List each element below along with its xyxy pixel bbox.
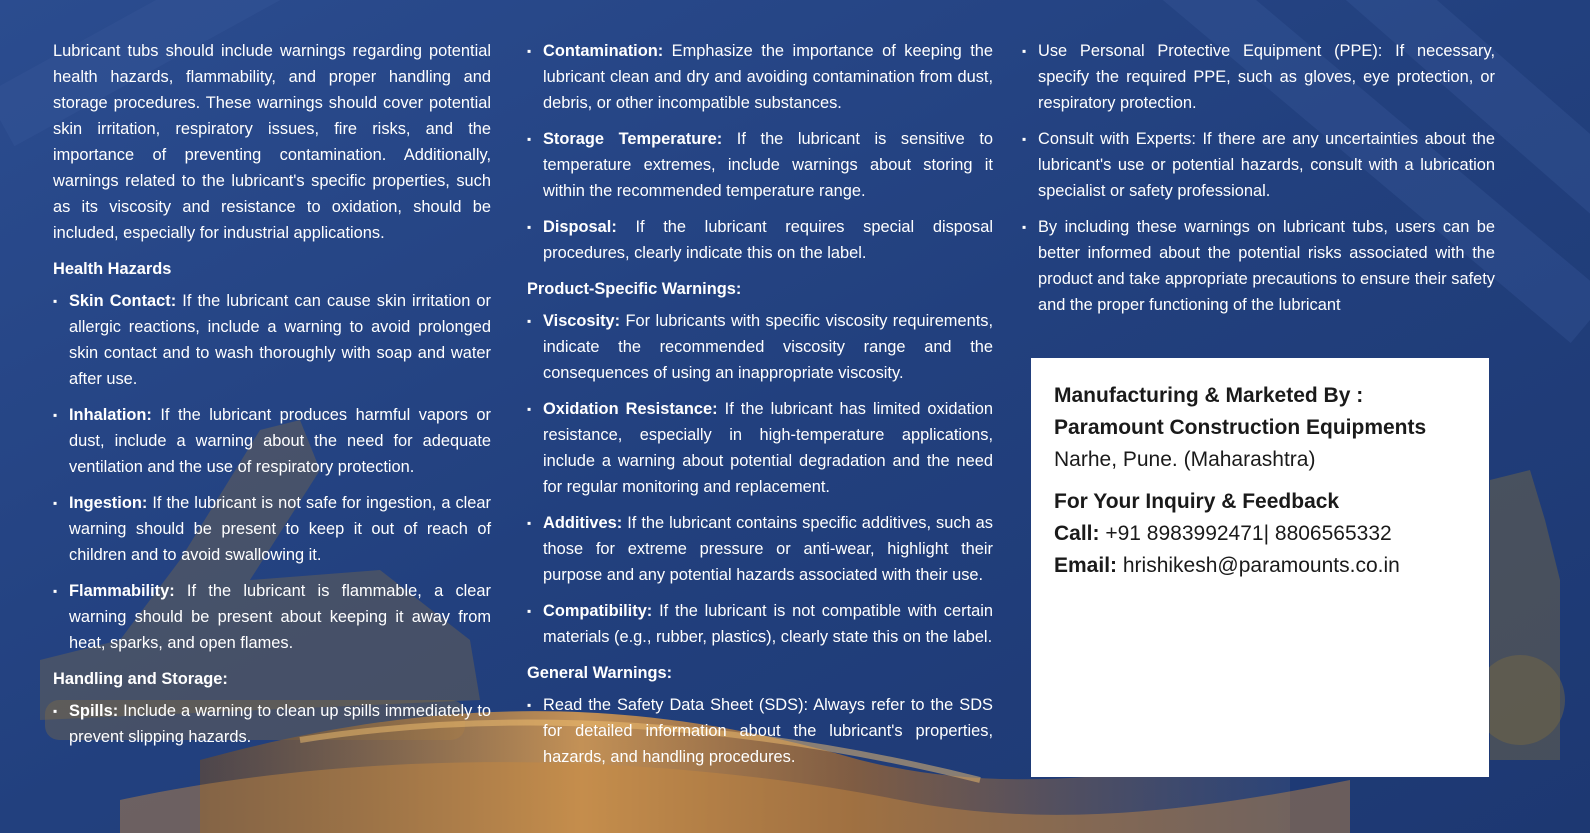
bullet-icon: ▪ bbox=[53, 294, 58, 308]
list-item: ▪ Spills: Include a warning to clean up spills immediately to prevent slipping hazards. bbox=[53, 698, 491, 750]
bullet-icon: ▪ bbox=[53, 496, 58, 510]
email-line bbox=[1054, 550, 1489, 582]
list-item: ▪ Inhalation: If the lubricant produces harmful vapors or dust, include a warning about the need for adequate ventilation and the use of respiratory protection. bbox=[53, 402, 491, 480]
bullet-icon: ▪ bbox=[1022, 44, 1027, 58]
bullet-icon: ▪ bbox=[527, 132, 532, 146]
bullet-icon: ▪ bbox=[53, 408, 58, 422]
list-item: ▪ Disposal: If the lubricant requires special disposal procedures, clearly indicate this on the label. bbox=[527, 214, 993, 266]
list-item: ▪ Consult with Experts: If there are any uncertainties about the lubricant's use or potential hazards, consult with a lubrication specialist or safety professional. bbox=[1022, 126, 1495, 204]
list-item: ▪ Skin Contact: If the lubricant can cause skin irritation or allergic reactions, include a warning to avoid prolonged skin contact and to wash thoroughly with soap and water after use. bbox=[53, 288, 491, 392]
column-left bbox=[53, 38, 491, 760]
list-item: ▪ Storage Temperature: If the lubricant is sensitive to temperature extremes, include warnings about storing it within the recommended temperature range. bbox=[527, 126, 993, 204]
bullet-icon: ▪ bbox=[1022, 132, 1027, 146]
bullet-icon: ▪ bbox=[1022, 220, 1027, 234]
bullet-icon: ▪ bbox=[53, 584, 58, 598]
handling-storage-heading: Handling and Storage: bbox=[53, 670, 228, 688]
inquiry-heading: For Your Inquiry & Feedback bbox=[1054, 490, 1340, 513]
list-item: ▪ Compatibility: If the lubricant is not compatible with certain materials (e.g., rubber, plastics), clearly state this on the label. bbox=[527, 598, 993, 650]
health-hazards-heading: Health Hazards bbox=[53, 260, 172, 278]
intro-paragraph: Lubricant tubs should include warnings regarding potential health hazards, flammability, and proper handling and storage procedures. These warnings should cover potential skin irritation, respiratory issues, fire risks, and the importance of preventing contamination. Additionally, warnings related to the lubricant's specific properties, such as its viscosity and resistance to oxidation, should be included, especially for industrial applications. bbox=[53, 42, 491, 242]
column-middle bbox=[527, 38, 993, 780]
list-item: ▪ Contamination: Emphasize the importance of keeping the lubricant clean and dry and avoiding contamination from dust, debris, or other incompatible substances. bbox=[527, 38, 993, 116]
list-item: ▪ Use Personal Protective Equipment (PPE): If necessary, specify the required PPE, such as gloves, eye protection, or respiratory protection. bbox=[1022, 38, 1495, 116]
bullet-icon: ▪ bbox=[527, 314, 532, 328]
general-warnings-heading: General Warnings: bbox=[527, 664, 673, 682]
list-item: ▪ Oxidation Resistance: If the lubricant has limited oxidation resistance, especially in high-temperature applications, include a warning about potential degradation and the need for regular monitoring and replacement. bbox=[527, 396, 993, 500]
list-item: ▪ Additives: If the lubricant contains specific additives, such as those for extreme pressure or anti-wear, highlight their purpose and any potential hazards associated with their use. bbox=[527, 510, 993, 588]
bullet-icon: ▪ bbox=[53, 704, 58, 718]
email-label: Email: bbox=[1054, 554, 1118, 577]
phone-numbers[interactable]: +91 8983992471| 8806565332 bbox=[1099, 522, 1392, 545]
call-label: Call: bbox=[1054, 522, 1100, 545]
company-address: Narhe, Pune. (Maharashtra) bbox=[1054, 448, 1316, 471]
phone-line bbox=[1054, 518, 1489, 550]
company-name: Paramount Construction Equipments bbox=[1054, 416, 1427, 439]
list-item: ▪ Read the Safety Data Sheet (SDS): Always refer to the SDS for detailed information about the lubricant's properties, hazards, and handling procedures. bbox=[527, 692, 993, 770]
product-specific-heading: Product-Specific Warnings: bbox=[527, 280, 742, 298]
bullet-icon: ▪ bbox=[527, 698, 532, 712]
list-item: ▪ Flammability: If the lubricant is flammable, a clear warning should be present about keeping it away from heat, sparks, and open flames. bbox=[53, 578, 491, 656]
product-specific-list bbox=[527, 308, 993, 650]
list-item: ▪ Ingestion: If the lubricant is not safe for ingestion, a clear warning should be present to keep it out of reach of children and to avoid swallowing it. bbox=[53, 490, 491, 568]
list-item: ▪ Viscosity: For lubricants with specific viscosity requirements, indicate the recommended viscosity range and the consequences of using an inappropriate viscosity. bbox=[527, 308, 993, 386]
bullet-icon: ▪ bbox=[527, 402, 532, 416]
bullet-icon: ▪ bbox=[527, 220, 532, 234]
bullet-icon: ▪ bbox=[527, 604, 532, 618]
general-warnings-list bbox=[527, 692, 993, 770]
list-item: ▪ By including these warnings on lubricant tubs, users can be better informed about the potential risks associated with the product and take appropriate precautions to ensure their safety and the proper functioning of the lubricant bbox=[1022, 214, 1495, 318]
column-right bbox=[1022, 38, 1495, 328]
handling-storage-list-continued bbox=[527, 38, 993, 266]
health-hazards-list bbox=[53, 288, 491, 656]
made-by-label: Manufacturing & Marketed By : bbox=[1054, 384, 1364, 407]
bullet-icon: ▪ bbox=[527, 516, 532, 530]
email-address[interactable]: hrishikesh@paramounts.co.in bbox=[1117, 554, 1400, 577]
bullet-icon: ▪ bbox=[527, 44, 532, 58]
contact-box bbox=[1031, 358, 1489, 777]
general-warnings-list-continued bbox=[1022, 38, 1495, 318]
handling-storage-list bbox=[53, 698, 491, 750]
